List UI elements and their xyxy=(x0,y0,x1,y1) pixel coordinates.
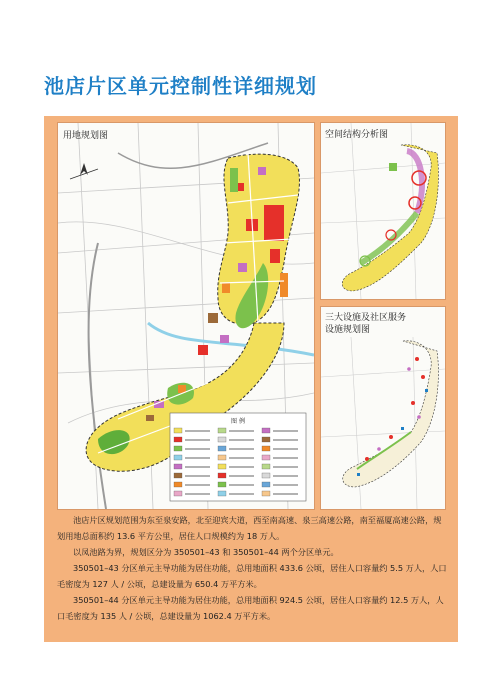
legend-swatch xyxy=(174,491,182,496)
page-title: 池店片区单元控制性详细规划 xyxy=(44,74,317,98)
facilities-label-line1: 三大设施及社区服务 xyxy=(325,313,407,323)
legend-swatch xyxy=(262,491,270,496)
legend-swatch xyxy=(262,464,270,469)
land-use-map-label: 用地规划图 xyxy=(63,131,109,141)
facilities-map xyxy=(321,307,445,509)
spatial-structure-map xyxy=(321,123,445,299)
legend-swatch xyxy=(218,473,226,478)
legend-swatch xyxy=(262,437,270,442)
description-paragraph: 以凤池路为界，规划区分为 350501–43 和 350501–44 两个分区单元。 xyxy=(73,547,339,557)
legend-swatch xyxy=(262,455,270,460)
legend-swatch xyxy=(262,473,270,478)
legend-title: 图 例 xyxy=(231,418,245,425)
legend-swatch xyxy=(218,455,226,460)
land-use-map-panel xyxy=(57,122,315,510)
legend-swatch xyxy=(174,455,182,460)
description-paragraph: 池店片区规划范围为东至泉安路，北至迎宾大道，西至南高速、泉三高速公路，南至福厦高速公路，规划用地总面积约 13.6 平方公里，居住人口规模约为 18 万人。 xyxy=(57,515,442,541)
legend-swatch xyxy=(218,482,226,487)
legend-swatch xyxy=(218,446,226,451)
description-paragraph: 350501–43 分区单元主导功能为居住功能，总用地面积 433.6 公顷，居住人口容量约 5.5 万人，人口毛密度为 127 人 / 公顷，总建设量为 650.4 万平方米。 xyxy=(57,563,447,589)
description-paragraph: 350501–44 分区单元主导功能为居住功能，总用地面积 924.5 公顷，居住人口容量约 12.5 万人，人口毛密度为 135 人 / 公顷，总建设量为 1062.4 万平方米。 xyxy=(57,595,444,621)
legend-swatch xyxy=(218,428,226,433)
legend-swatch xyxy=(174,464,182,469)
legend-swatch xyxy=(218,437,226,442)
legend-swatch xyxy=(262,446,270,451)
legend-swatch xyxy=(218,464,226,469)
description-text xyxy=(57,512,447,624)
legend-swatch xyxy=(262,482,270,487)
legend-swatch xyxy=(174,482,182,487)
facilities-label-line2: 设施规划图 xyxy=(325,325,371,335)
spatial-structure-label: 空间结构分析图 xyxy=(325,130,389,140)
legend-swatch xyxy=(174,428,182,433)
facilities-panel xyxy=(320,306,446,510)
legend-swatch xyxy=(174,446,182,451)
legend-swatch xyxy=(174,437,182,442)
legend-swatch xyxy=(218,491,226,496)
legend-swatch xyxy=(262,428,270,433)
spatial-structure-panel xyxy=(320,122,446,300)
land-use-map xyxy=(58,123,314,509)
legend-swatch xyxy=(174,473,182,478)
content-frame xyxy=(44,116,458,642)
land-use-legend xyxy=(170,413,306,501)
